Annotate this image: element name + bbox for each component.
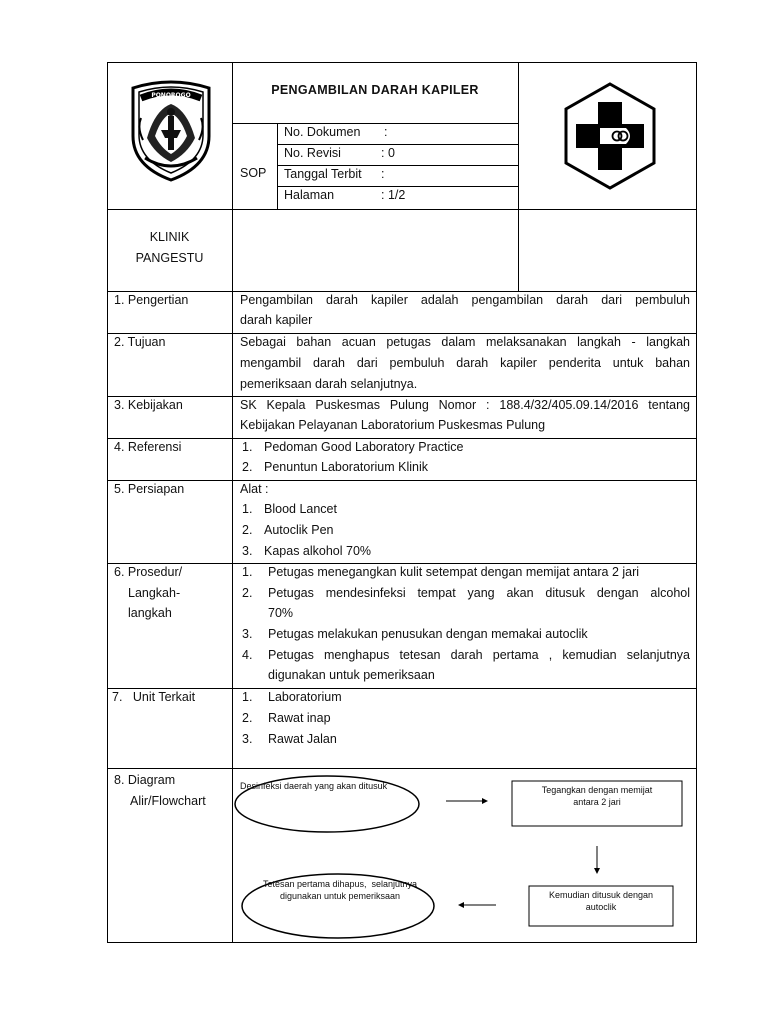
prosedur-num-2: 2. xyxy=(242,586,253,600)
prosedur-num-4: 4. xyxy=(242,648,253,662)
flow-step-4-line1: Tetesan pertama dihapus, selanjutnya xyxy=(262,879,418,889)
flow-step-3-line1: Kemudian ditusuk dengan xyxy=(548,890,654,900)
prosedur-item-4-line1: Petugas menghapus tetesan darah pertama , kemudian selanjutnya xyxy=(268,648,690,662)
unit-item-2: Rawat inap xyxy=(268,711,331,725)
row-label-prosedur-2: Langkah- xyxy=(128,586,181,600)
row-label-persiapan: 5. Persiapan xyxy=(114,482,185,496)
health-cross-logo xyxy=(560,80,660,192)
prosedur-item-2-line2: 70% xyxy=(268,606,294,620)
prosedur-item-1: Petugas menegangkan kulit setempat dengan memijat antara 2 jari xyxy=(268,565,640,579)
row-label-referensi: 4. Referensi xyxy=(114,440,182,454)
row-label-prosedur-3: langkah xyxy=(128,606,172,620)
persiapan-item-2: Autoclik Pen xyxy=(264,523,334,537)
row-label-diagram-1: 8. Diagram xyxy=(114,773,176,787)
unit-item-3: Rawat Jalan xyxy=(268,732,337,746)
referensi-num-2: 2. xyxy=(242,460,253,474)
flow-step-2-line2: antara 2 jari xyxy=(573,797,621,807)
persiapan-num-1: 1. xyxy=(242,502,253,516)
field-label-halaman: Halaman xyxy=(284,188,335,202)
unit-num-1: 1. xyxy=(242,690,253,704)
flow-step-1-text: Desinfeksi daerah yang akan ditusuk xyxy=(240,781,388,791)
document-title: PENGAMBILAN DARAH KAPILER xyxy=(271,83,479,97)
kebijakan-line2: Kebijakan Pelayanan Laboratorium Puskesmas Pulung xyxy=(240,418,546,432)
flow-step-2-line1: Tegangkan dengan memijat xyxy=(541,785,653,795)
referensi-item-2: Penuntun Laboratorium Klinik xyxy=(264,460,428,474)
field-value-tanggal-terbit: : xyxy=(381,167,385,181)
flow-step-3-line2: autoclik xyxy=(585,902,617,912)
flow-step-4-line2: digunakan untuk pemeriksaan xyxy=(279,891,401,901)
row-label-tujuan: 2. Tujuan xyxy=(114,335,166,349)
persiapan-item-3: Kapas alkohol 70% xyxy=(264,544,372,558)
prosedur-num-3: 3. xyxy=(242,627,253,641)
unit-num-3: 3. xyxy=(242,732,253,746)
field-label-no-dokumen: No. Dokumen xyxy=(284,125,361,139)
persiapan-num-3: 3. xyxy=(242,544,253,558)
referensi-num-1: 1. xyxy=(242,440,253,454)
row-label-prosedur-1: 6. Prosedur/ xyxy=(114,565,183,579)
field-label-tanggal-terbit: Tanggal Terbit xyxy=(284,167,362,181)
field-value-no-revisi: : 0 xyxy=(381,146,395,160)
row-label-unit-terkait: 7. Unit Terkait xyxy=(112,690,196,704)
ponorogo-crest-logo xyxy=(125,78,217,182)
tujuan-line2: mengambil darah dari pembuluh darah kapiler penderita untuk bahan xyxy=(240,356,690,370)
tujuan-line1: Sebagai bahan acuan petugas dalam melaksanakan langkah - langkah xyxy=(240,335,690,349)
kebijakan-line1: SK Kepala Puskesmas Pulung Nomor : 188.4/32/405.09.14/2016 tentang xyxy=(240,398,690,412)
referensi-item-1: Pedoman Good Laboratory Practice xyxy=(264,440,464,454)
row-label-kebijakan: 3. Kebijakan xyxy=(114,398,183,412)
field-value-halaman: : 1/2 xyxy=(381,188,406,202)
unit-item-1: Laboratorium xyxy=(268,690,342,704)
row-label-pengertian: 1. Pengertian xyxy=(114,293,189,307)
pengertian-line1: Pengambilan darah kapiler adalah pengambilan darah dari pembuluh xyxy=(240,293,690,307)
sop-label: SOP xyxy=(240,166,267,180)
row-label-diagram-2: Alir/Flowchart xyxy=(130,794,206,808)
prosedur-item-2-line1: Petugas mendesinfeksi tempat yang akan ditusuk dengan alcohol xyxy=(268,586,690,600)
crest-banner-text: PONOROGO xyxy=(151,92,191,99)
clinic-name-line2: PANGESTU xyxy=(135,251,204,265)
tujuan-line3: pemeriksaan darah selanjutnya. xyxy=(240,377,418,391)
clinic-name-line1: KLINIK xyxy=(149,230,190,244)
prosedur-num-1: 1. xyxy=(242,565,253,579)
prosedur-item-3: Petugas melakukan penusukan dengan memakai autoclik xyxy=(268,627,588,641)
prosedur-item-4-line2: digunakan untuk pemeriksaan xyxy=(268,668,435,682)
persiapan-num-2: 2. xyxy=(242,523,253,537)
field-label-no-revisi: No. Revisi xyxy=(284,146,341,160)
persiapan-item-1: Blood Lancet xyxy=(264,502,337,516)
persiapan-intro: Alat : xyxy=(240,482,269,496)
pengertian-line2: darah kapiler xyxy=(240,313,313,327)
unit-num-2: 2. xyxy=(242,711,253,725)
field-value-no-dokumen: : xyxy=(384,125,388,139)
